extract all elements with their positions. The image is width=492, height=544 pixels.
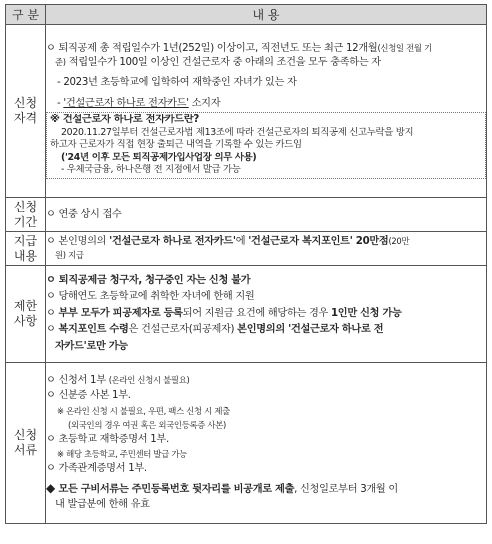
- document-note: ※ 해당 초등학교, 주민센터 발급 가능: [57, 449, 187, 460]
- category-line: 서류: [13, 443, 38, 457]
- category-line: 지급: [13, 233, 38, 248]
- limit-item-3: ㅇ 부부 모두가 피공제자로 등록되어 지원금 요건에 해당하는 경우 1인만 신청 가능: [46, 307, 402, 319]
- content-qualification: [46, 25, 487, 198]
- header-category: 구 분: [6, 5, 46, 25]
- e-card-note-line: 2020.11.27일부터 건설근로자법 제13조에 따라 건설근로자의 퇴직공제 신고누락을 방지: [61, 126, 414, 138]
- limit-item-4-cont: 자카드'로만 가능: [55, 340, 128, 352]
- category-limits: [6, 266, 46, 363]
- content-documents: [46, 363, 487, 524]
- document-note: ※ 온라인 신청 시 불필요, 우편, 팩스 신청 시 제출: [57, 405, 230, 416]
- limit-item-4: ㅇ 복지포인트 수령은 건설근로자(피공제자) 본인명의의 '건설근로자 하나로 전: [46, 324, 384, 336]
- category-line: 신청: [13, 96, 38, 110]
- category-qualification: [6, 25, 46, 198]
- diamond-bullet-icon: ◆: [46, 481, 59, 496]
- category-line: 사항: [13, 314, 38, 328]
- category-line: 신청: [13, 199, 38, 214]
- category-period: [6, 198, 46, 232]
- document-item-4: ㅇ 가족관계증명서 1부.: [46, 462, 147, 474]
- document-note: (외국인의 경우 여권 혹은 외국인등록증 사본): [68, 420, 226, 431]
- limit-item-2: ㅇ 당해연도 초등학교에 취학한 자녀에 한해 지원: [46, 291, 255, 303]
- content-support: [46, 232, 487, 266]
- row-documents: [6, 363, 487, 524]
- content-limits: [46, 266, 487, 363]
- row-period: [6, 198, 487, 232]
- support-line-1: ㅇ 본인명의의 '건설근로자 하나로 전자카드'에 '건설근로자 복지포인트' 20만점(20만: [46, 236, 410, 247]
- e-card-note-line: 하고자 근로자가 직접 현장 출퇴근 내역을 기록할 수 있는 카드임: [50, 139, 302, 151]
- category-support: [6, 232, 46, 266]
- qualification-condition-2: - '건설근로자 하나로 전자카드' 소지자: [57, 97, 221, 109]
- row-support: [6, 232, 487, 266]
- row-limits: [6, 266, 487, 363]
- category-line: 자격: [13, 111, 38, 125]
- category-line: 신청: [13, 428, 38, 442]
- application-info-table: [5, 4, 487, 524]
- qualification-main-line-1: ㅇ 퇴직공제 총 적립일수가 1년(252일) 이상이고, 직전년도 또는 최근 12개월(신청일 전월 기: [46, 43, 432, 55]
- limit-item-1: ㅇ 퇴직공제금 청구자, 청구중인 자는 신청 불가: [46, 274, 251, 286]
- qualification-main-line-2: 준) 적립일수가 100일 이상인 건설근로자 중 아래의 조건을 모두 충족하는 자: [55, 56, 381, 68]
- qualification-condition-1: - 2023년 초등학교에 입학하여 재학중인 자녀가 있는 자: [57, 77, 297, 89]
- table-header-row: [6, 5, 487, 25]
- category-line: 제한: [13, 299, 38, 313]
- category-documents: [6, 363, 46, 524]
- document-item-3: ㅇ 초등학교 재학증명서 1부.: [46, 433, 169, 445]
- documents-footnote-line-1: ◆ 모든 구비서류는 주민등록번호 뒷자리를 비공개로 제출, 신청일로부터 3개월 이: [46, 481, 398, 496]
- category-line: 기간: [13, 214, 38, 229]
- support-line-2: 원) 지급: [55, 249, 84, 260]
- period-text: ㅇ 연중 상시 접수: [46, 208, 122, 220]
- row-qualification: [6, 25, 487, 198]
- documents-footnote-line-2: 내 발급분에 한해 유효: [55, 499, 150, 511]
- e-card-note-line: ('24년 이후 모든 퇴직공제가입사업장 의무 사용): [61, 151, 257, 163]
- content-period: [46, 198, 487, 232]
- document-item-1: ㅇ 신청서 1부 (온라인 신청시 불필요): [46, 375, 190, 387]
- header-content: 내 용: [46, 5, 487, 25]
- category-line: 내용: [13, 248, 38, 263]
- e-card-note-title: ※ 건설근로자 하나로 전자카드란?: [50, 114, 199, 126]
- e-card-note-box: [46, 112, 486, 179]
- document-item-2: ㅇ 신분증 사본 1부.: [46, 389, 131, 401]
- e-card-note-line: - 우체국금융, 하나은행 전 지점에서 발급 가능: [61, 164, 241, 176]
